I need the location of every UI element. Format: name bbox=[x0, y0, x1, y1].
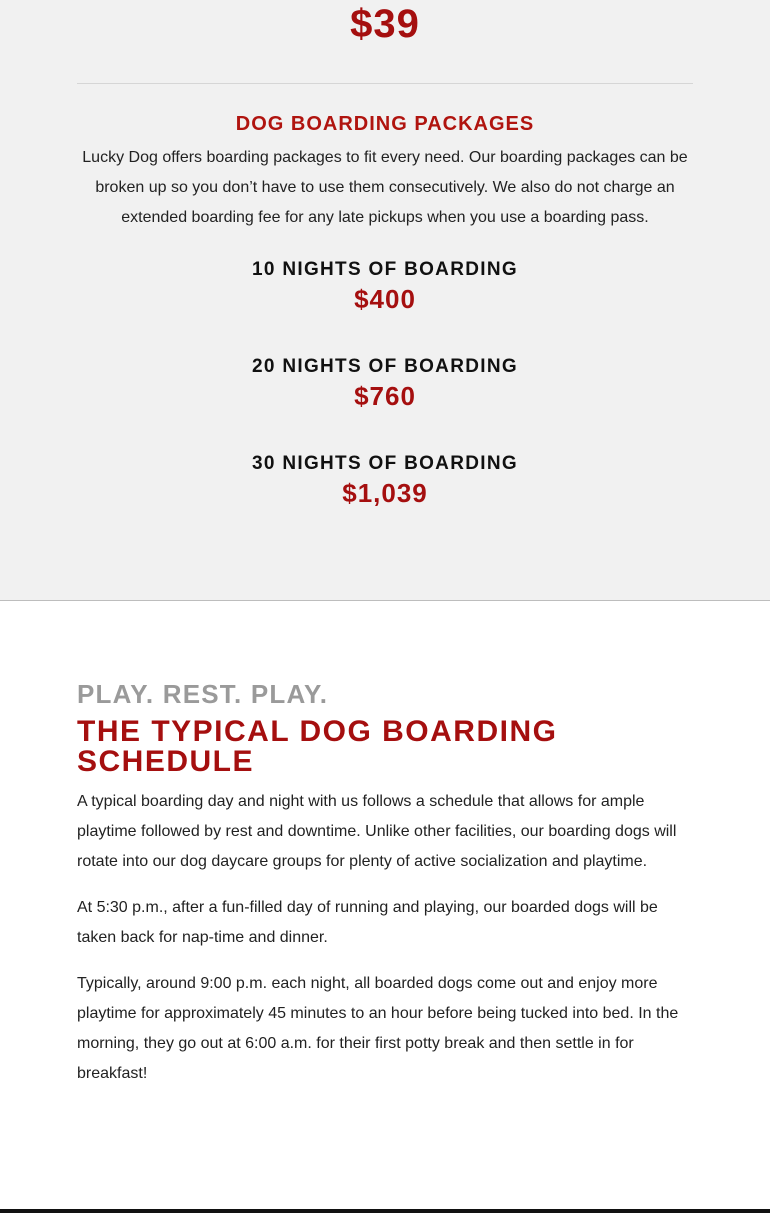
footer-edge bbox=[0, 1209, 770, 1213]
schedule-title: THE TYPICAL DOG BOARDING SCHEDULE bbox=[77, 715, 558, 778]
section-divider bbox=[0, 600, 770, 601]
package-name: 10 NIGHTS OF BOARDING bbox=[252, 259, 518, 280]
schedule-eyebrow: PLAY. REST. PLAY. bbox=[77, 679, 329, 709]
package-name: 30 NIGHTS OF BOARDING bbox=[252, 453, 518, 474]
packages-heading: DOG BOARDING PACKAGES bbox=[235, 113, 535, 135]
schedule-paragraph: At 5:30 p.m., after a fun-filled day of running and playing, our boarded dogs will be taken back for nap-time and dinner. bbox=[77, 899, 658, 946]
package-price: $1,039 bbox=[342, 478, 428, 508]
schedule-paragraph: Typically, around 9:00 p.m. each night, all boarded dogs come out and enjoy more playtime for approximately 45 minutes to an hour before being tucked into bed. In the morning, they go out at 6:00 a.m. for their first potty break and then settle in for breakfast! bbox=[77, 975, 679, 1082]
package-item bbox=[0, 453, 770, 508]
package-item bbox=[0, 259, 770, 314]
package-price: $760 bbox=[354, 381, 416, 411]
package-item bbox=[0, 356, 770, 411]
top-price: $39 bbox=[350, 2, 420, 46]
pricing-section bbox=[0, 0, 770, 601]
package-name: 20 NIGHTS OF BOARDING bbox=[252, 356, 518, 377]
packages-description: Lucky Dog offers boarding packages to fit every need. Our boarding packages can be broken up so you don’t have to use them consecutively. We also do not charge an extended boarding fee for any late pickups when you use a boarding pass. bbox=[82, 149, 688, 226]
package-price: $400 bbox=[354, 284, 416, 314]
schedule-paragraph: A typical boarding day and night with us follows a schedule that allows for ample playtime followed by rest and downtime. Unlike other facilities, our boarding dogs will rotate into our dog daycare groups for plenty of active socialization and playtime. bbox=[77, 793, 677, 870]
divider bbox=[77, 83, 693, 84]
